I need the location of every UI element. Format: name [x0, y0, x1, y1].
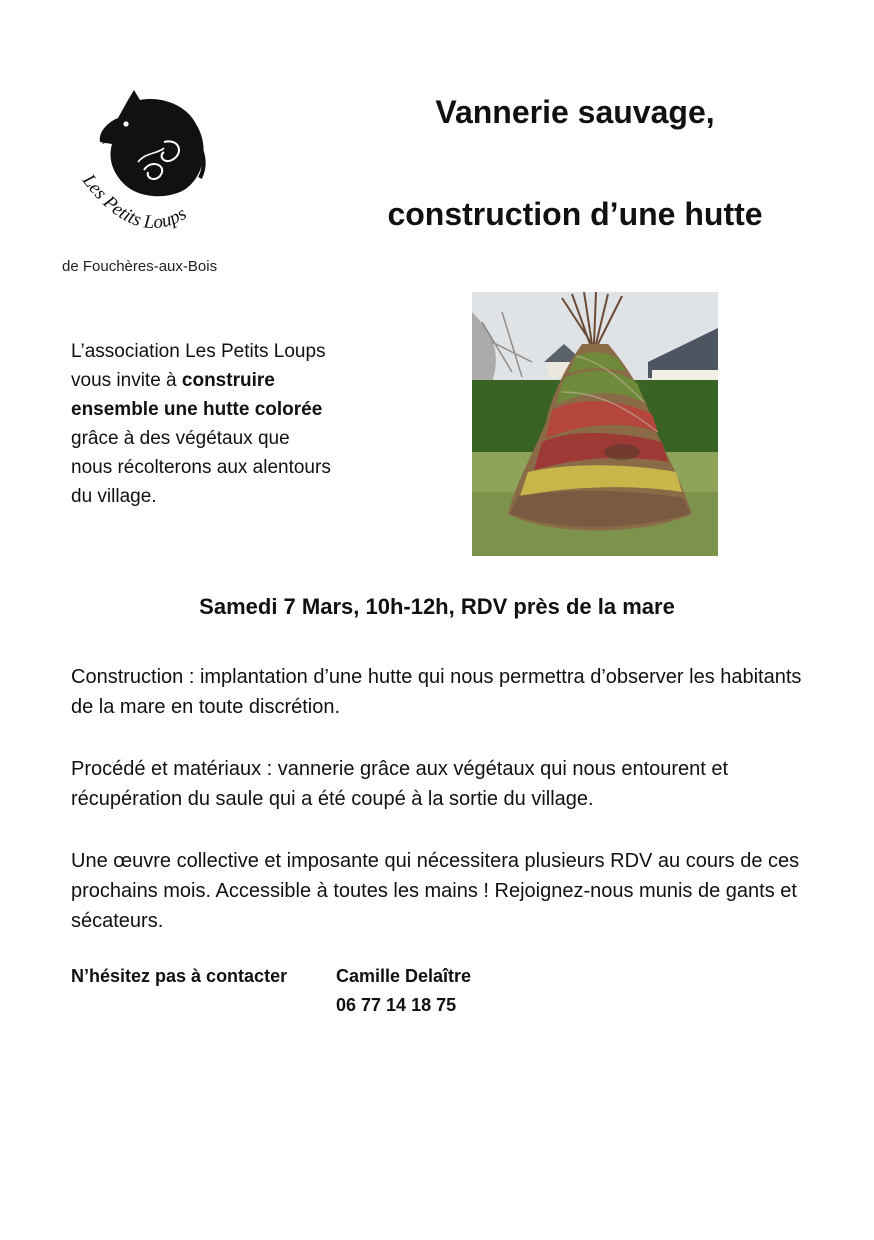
- construction-paragraph: Construction : implantation d’une hutte qui nous permettra d’observer les habitants de la mare en toute discrétion.: [71, 666, 802, 718]
- woven-willow-hut-photo: [472, 292, 718, 556]
- page-title-line2: construction d’une hutte: [387, 196, 763, 232]
- contact-phone: 06 77 14 18 75: [336, 995, 457, 1015]
- contact-label: N’hésitez pas à contacter: [71, 966, 288, 986]
- organization-subtitle: de Fouchères-aux-Bois: [62, 258, 218, 275]
- materials-paragraph: Procédé et matériaux : vannerie grâce aux végétaux qui nous entourent et récupération du saule qui a été coupé à la sortie du village.: [71, 758, 729, 810]
- logo-text: Les Petits Loups: [78, 170, 191, 234]
- page-title-line1: Vannerie sauvage,: [435, 94, 715, 130]
- intro-text-bold: construire ensemble une hutte colorée: [71, 370, 323, 420]
- event-date-location: Samedi 7 Mars, 10h-12h, RDV près de la mare: [199, 594, 675, 619]
- intro-text-after: grâce à des végétaux que nous récolterons aux alentours du village.: [71, 428, 331, 507]
- contact-name: Camille Delaître: [336, 966, 472, 986]
- intro-paragraph: [71, 337, 333, 511]
- wolf-logo-icon: [68, 82, 248, 252]
- intro-text-before: L’association Les Petits Loups vous invite à: [71, 341, 326, 391]
- collective-paragraph: Une œuvre collective et imposante qui nécessitera plusieurs RDV au cours de ces prochains mois. Accessible à toutes les mains ! Rejoignez-nous munis de gants et sécateurs.: [71, 850, 800, 932]
